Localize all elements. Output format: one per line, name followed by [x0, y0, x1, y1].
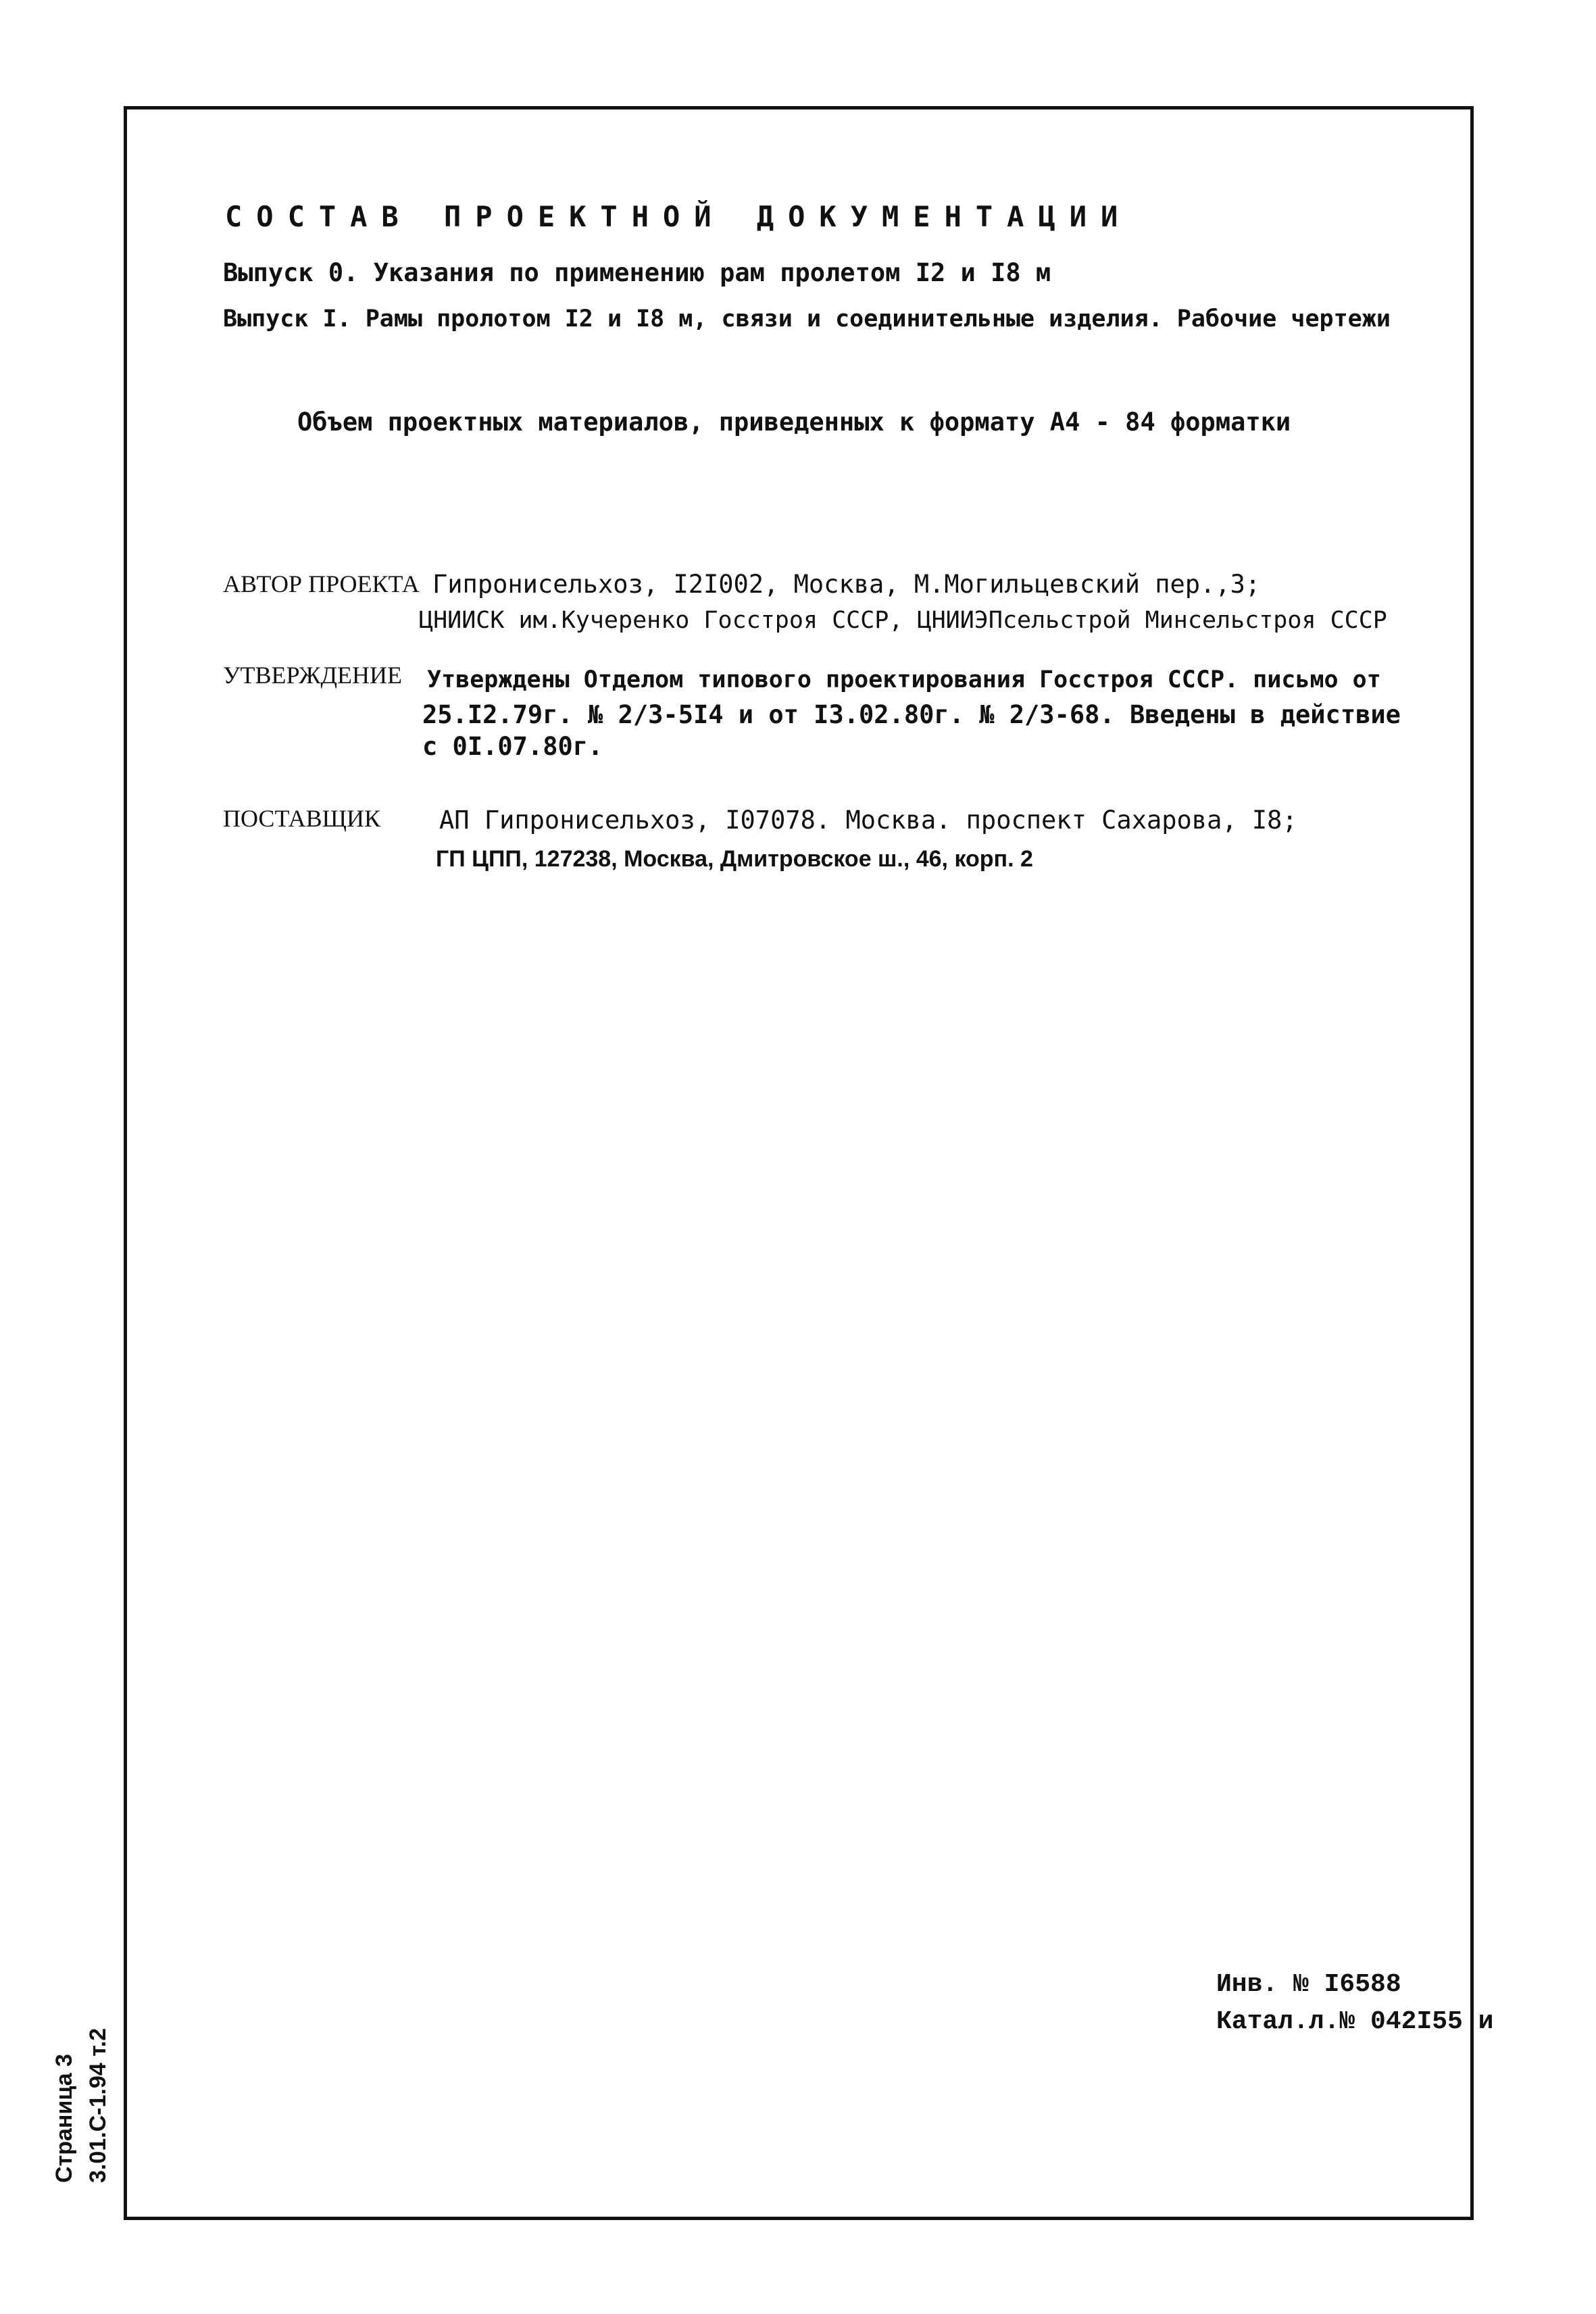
approval-label: УТВЕРЖДЕНИЕ	[223, 662, 403, 689]
issue-1: Выпуск I. Рамы пролотом I2 и I8 м, связи и соединительные изделия. Рабочие чертежи	[223, 305, 1391, 333]
inventory-number: Инв. № I6588	[1216, 1970, 1401, 1999]
approval-line-2: с 0I.07.80г.	[422, 732, 603, 761]
side-stamp-text	[47, 2028, 115, 2183]
side-stamp	[47, 1967, 128, 2183]
author-line-0: Гипронисельхоз, I2I002, Москва, М.Могильцевский пер.,3;	[432, 570, 1261, 599]
catalog-number: Катал.л.№ 042I55 и	[1216, 2007, 1494, 2036]
author-line-1: ЦНИИСК им.Кучеренко Госстроя СССР, ЦНИИЭПсельстрой Минсельстроя СССР	[419, 607, 1387, 634]
side-stamp-code: 3.01.С-1.94 т.2	[85, 2027, 111, 2183]
supplier-line-1: ГП ЦПП, 127238, Москва, Дмитровское ш., 46, корп. 2	[436, 846, 1033, 872]
issue-0: Выпуск 0. Указания по применению рам пролетом I2 и I8 м	[223, 258, 1051, 287]
approval-line-0: Утверждены Отделом типового проектирования Госстроя СССР. письмо от	[427, 666, 1381, 693]
approval-line-1: 25.I2.79г. № 2/3-5I4 и от I3.02.80г. № 2/3-68. Введены в действие	[422, 700, 1401, 729]
side-stamp-page: Страница 3	[51, 2054, 77, 2183]
volume-line: Объем проектных материалов, приведенных к формату А4 - 84 форматки	[297, 408, 1291, 437]
supplier-line-0: АП Гипронисельхоз, I07078. Москва. проспект Сахарова, I8;	[439, 806, 1297, 835]
supplier-label: ПОСТАВЩИК	[223, 805, 380, 832]
author-label: АВТОР ПРОЕКТА	[223, 570, 420, 597]
document-title: СОСТАВ ПРОЕКТНОЙ ДОКУМЕНТАЦИИ	[225, 200, 1132, 233]
